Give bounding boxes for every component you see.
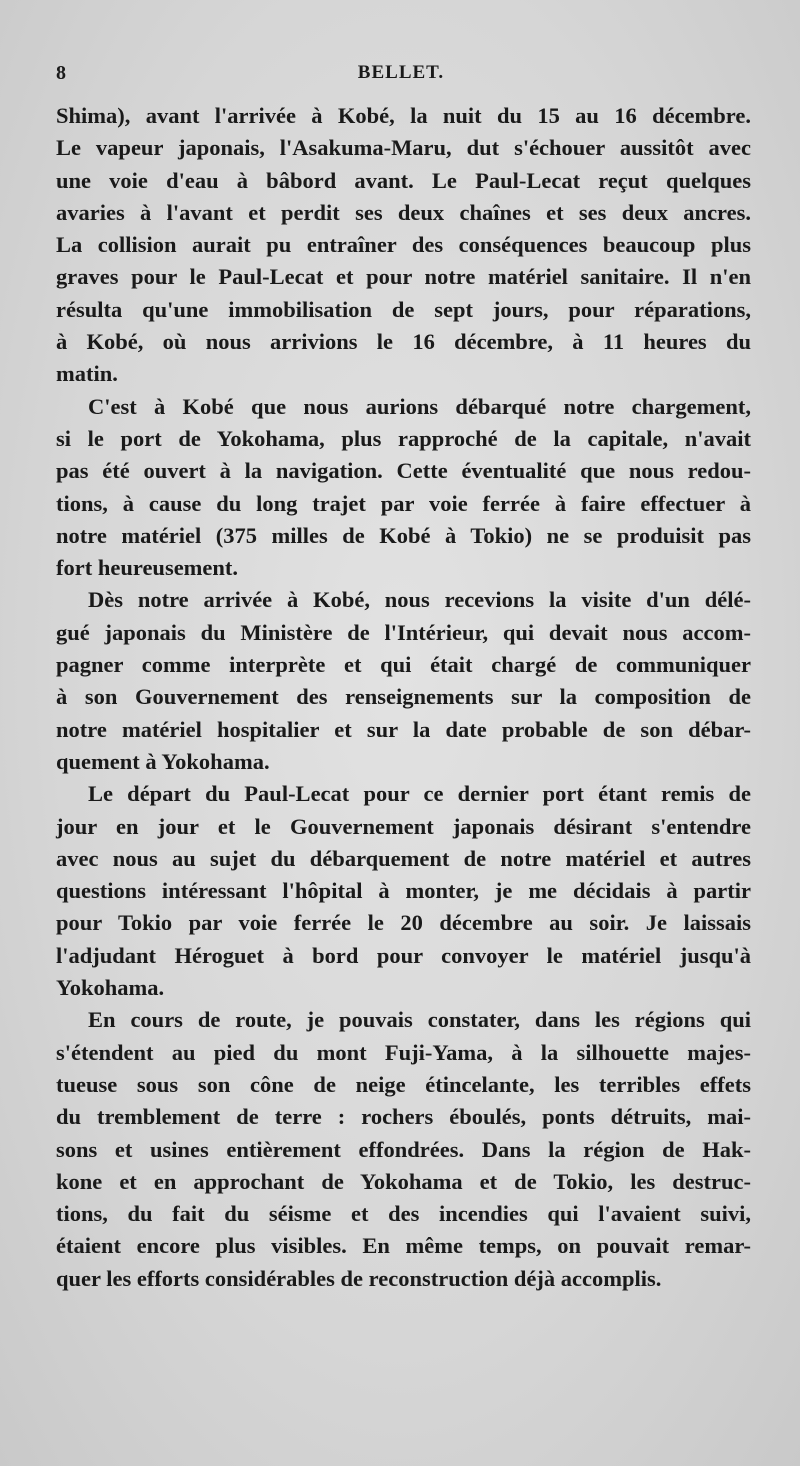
text-line: quer les efforts considérables de reconstruction déjà accomplis.	[56, 1265, 662, 1291]
page-number: 8	[56, 62, 66, 84]
text-line: tueuse sous son cône de neige étincelante, les terribles effets	[56, 1071, 751, 1097]
text-line: l'adjudant Héroguet à bord pour convoyer le matériel jusqu'à	[56, 942, 751, 968]
text-line: pagner comme interprète et qui était chargé de communiquer	[56, 652, 751, 678]
text-line: graves pour le Paul-Lecat et pour notre matériel sanitaire. Il n'en	[56, 264, 751, 290]
text-line: notre matériel hospitalier et sur la date probable de son débar-	[56, 716, 751, 742]
text-line: En cours de route, je pouvais constater, dans les régions qui	[88, 1007, 751, 1033]
page-header	[56, 58, 746, 88]
text-line: kone et en approchant de Yokohama et de Tokio, les destruc-	[56, 1168, 751, 1194]
text-line: matin.	[56, 361, 118, 387]
text-line: pas été ouvert à la navigation. Cette éventualité que nous redou-	[56, 458, 751, 484]
text-line: avaries à l'avant et perdit ses deux chaînes et ses deux ancres.	[56, 199, 751, 225]
paragraph	[56, 1004, 751, 1295]
text-line: étaient encore plus visibles. En même temps, on pouvait remar-	[56, 1233, 751, 1259]
text-line: à Kobé, où nous arrivions le 16 décembre, à 11 heures du	[56, 329, 751, 355]
text-line: Yokohama.	[56, 975, 165, 1001]
text-line: gué japonais du Ministère de l'Intérieur, qui devait nous accom-	[56, 619, 751, 645]
paragraph	[56, 584, 751, 778]
text-line: Le départ du Paul-Lecat pour ce dernier port étant remis de	[88, 781, 751, 807]
paragraph	[56, 778, 751, 1004]
text-line: jour en jour et le Gouvernement japonais désirant s'entendre	[56, 813, 751, 839]
text-line: à son Gouvernement des renseignements sur la composition de	[56, 684, 751, 710]
text-line: questions intéressant l'hôpital à monter, je me décidais à partir	[56, 878, 751, 904]
body-text	[56, 100, 751, 1295]
text-line: avec nous au sujet du débarquement de notre matériel et autres	[56, 845, 751, 871]
text-line: une voie d'eau à bâbord avant. Le Paul-Lecat reçut quelques	[56, 167, 751, 193]
text-line: notre matériel (375 milles de Kobé à Tokio) ne se produisit pas	[56, 522, 751, 548]
text-line: Dès notre arrivée à Kobé, nous recevions la visite d'un délé-	[88, 587, 751, 613]
text-line: s'étendent au pied du mont Fuji-Yama, à la silhouette majes-	[56, 1039, 751, 1065]
text-line: du tremblement de terre : rochers éboulés, ponts détruits, mai-	[56, 1104, 751, 1130]
paragraph	[56, 391, 751, 585]
text-line: Shima), avant l'arrivée à Kobé, la nuit du 15 au 16 décembre.	[56, 103, 751, 128]
text-line: quement à Yokohama.	[56, 748, 270, 774]
text-line: si le port de Yokohama, plus rapproché de la capitale, n'avait	[56, 425, 751, 451]
text-line: tions, à cause du long trajet par voie ferrée à faire effectuer à	[56, 490, 751, 516]
text-line: Le vapeur japonais, l'Asakuma-Maru, dut s'échouer aussitôt avec	[56, 135, 751, 161]
text-line: fort heureusement.	[56, 555, 239, 581]
text-line: résulta qu'une immobilisation de sept jours, pour réparations,	[56, 296, 751, 322]
text-line: pour Tokio par voie ferrée le 20 décembre au soir. Je laissais	[56, 910, 751, 936]
text-line: C'est à Kobé que nous aurions débarqué notre chargement,	[88, 393, 751, 419]
paragraph	[56, 100, 751, 391]
text-line: La collision aurait pu entraîner des conséquences beaucoup plus	[56, 232, 751, 258]
text-line: tions, du fait du séisme et des incendies qui l'avaient suivi,	[56, 1201, 751, 1227]
running-head: BELLET.	[357, 62, 445, 83]
text-line: sons et usines entièrement effondrées. Dans la région de Hak-	[56, 1136, 751, 1162]
